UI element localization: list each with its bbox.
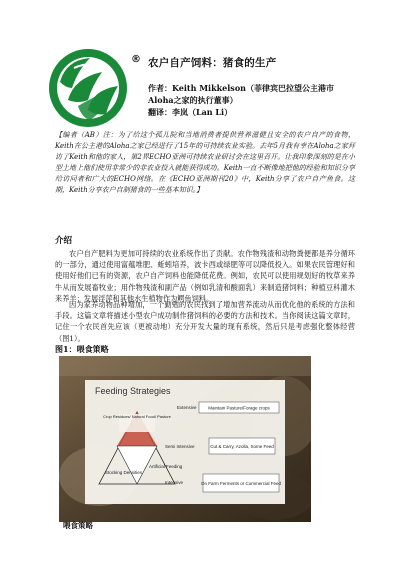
article-title: 农户自产饲料：猪食的生产 (148, 57, 277, 69)
figure-label: 图1：喂食策略 (55, 344, 109, 354)
intro-paragraph-2: 因为家养动物品种增加，一个勤勉的农民找到了增加营养流动从而优化他的系统的方法和手段。这篇文章将描述小型农户成功制作猪饲料的必要的方法和技术。当你阅读这篇文章时，记住一个农民首先应该（更被动地）充分开发大量的现有系统，然后只是考虑强化整体经营（图1）。 (55, 300, 355, 343)
figure-graphic (59, 356, 311, 522)
figure-caption: 喂食策略 (63, 521, 93, 530)
level-desc: Maintain Pasture/Forage crops (208, 405, 270, 411)
diagram-title: Feeding Strategies (95, 386, 171, 396)
intro-paragraph-1: 农户自产肥料为更加可持续的农业系统作出了贡献。农作物残渣和动物粪便都是养分循环的一部分，通过使用富蕴堆肥、蚯蚓培养，波卡西或绿肥等可以降低投入。如果农民管理好和使用好他们已有的资源，农户自产饲料也能降低花费。例如，农民可以使用规划好的牧草来养牛从而发展畜牧业；用作物残渣和副产品（例如乳清和酸面乳）来制造猪饲料；种植豆科灌木来养羊；发展浮萍和其他水生植物作为鳄鱼饲料。 (55, 249, 355, 303)
author-line-2: Aloha之家的执行董事） (148, 95, 238, 105)
level-name: Intensive (165, 480, 184, 485)
author-block (148, 82, 368, 118)
left-bottom-label: Stocking Densities (105, 470, 143, 475)
mid-label: Artificial Feeding (149, 464, 183, 469)
registered-mark: ® (131, 54, 141, 65)
level-name: Extensive (177, 405, 197, 410)
translator-line: 翻译：李岚（Lan Li） (148, 107, 233, 117)
echo-leaf-logo-icon (48, 48, 128, 128)
author-line-1: 作者：Keith Mikkelson（菲律宾巴拉望公主港市 (148, 83, 334, 93)
section-heading-intro: 介绍 (55, 236, 73, 246)
editor-note: 【编者（AB）注：为了给这个孤儿院和当地消费者提供营养滋健且安全的农户自产的食物，Keith在公主港的Aloha之家已经进行了15年的可持续农业实验。去年5月我有幸在Aloha之家拜访了Keith和他的家人，第2界ECHO亚洲可持续农业研讨会在这里召开。让我印象深刻的是在小型土地上他们使用非常少的非农业投入就能获得成功。Keith一直不断像地把他的经验和知识分享给访问者和广大的ECHO网络。在《ECHO亚洲期刊20》中，Keith分享了农户自产鱼食。这期，Keith分享农户自制猪食的一些基本知识。】 (55, 131, 355, 194)
level-desc: Cut & Carry, Azolla, Some Feed (210, 444, 274, 449)
level-desc: On Farm Ferments or Commercial Feed (200, 481, 282, 486)
feeding-strategies-figure (59, 356, 311, 522)
level-name: Semi Intensive (165, 444, 195, 449)
left-top-label: Crop Residues/ Natural Food/ Pasture (103, 414, 171, 419)
